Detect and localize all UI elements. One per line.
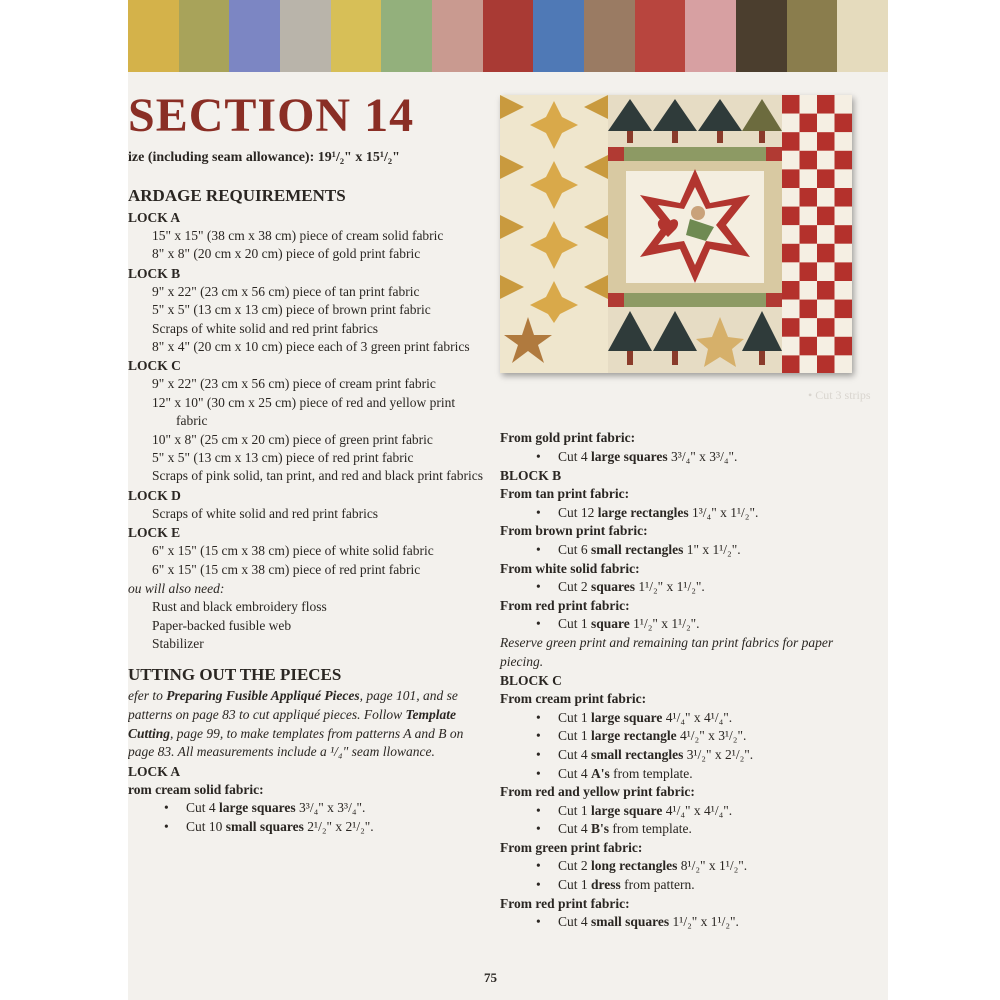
block-a-cut-list xyxy=(128,799,488,836)
yardage-item: Scraps of pink solid, tan print, and red and black print fabrics xyxy=(152,468,484,484)
yardage-blocks xyxy=(128,208,488,579)
quilt-illustration xyxy=(500,95,852,373)
quilt-photo xyxy=(500,95,852,373)
fabric-swatch-cream xyxy=(837,0,888,72)
cutting-block-label: BLOCK C xyxy=(500,673,562,689)
yardage-block-label: LOCK D xyxy=(128,487,181,503)
cut-instruction: • Cut 4 small rectangles 3¹/₂" x 2¹/₂". xyxy=(500,746,860,765)
yardage-item: 5" x 5" (13 cm x 13 cm) piece of red print fabric xyxy=(152,450,414,466)
cut-instruction: • Cut 4 large squares 3³/₄" x 3³/₄". xyxy=(500,448,860,467)
fabric-swatch-yellow-print xyxy=(331,0,382,72)
fabric-swatch-gold-print xyxy=(128,0,179,72)
yardage-item: 12" x 10" (30 cm x 25 cm) piece of red and yellow print fabric xyxy=(152,394,456,429)
cut-instruction: • Cut 1 square 1¹/₂" x 1¹/₂". xyxy=(500,615,860,634)
fabric-source-label: From tan print fabric: xyxy=(500,486,630,502)
fabric-source-label: From red print fabric: xyxy=(500,895,630,911)
left-column xyxy=(128,184,488,836)
yardage-item: 8" x 8" (20 cm x 20 cm) piece of gold print fabric xyxy=(152,246,421,262)
fabric-swatch-blue-print xyxy=(229,0,280,72)
yardage-block-label: LOCK E xyxy=(128,525,181,541)
cut-instruction: • Cut 1 large square 4¹/₄" x 4¹/₄". xyxy=(500,802,860,821)
yardage-item: 5" x 5" (13 cm x 13 cm) piece of brown print fabric xyxy=(152,302,431,318)
fabric-swatch-olive xyxy=(787,0,838,72)
also-need-list xyxy=(128,598,488,653)
from-cream-solid-label: rom cream solid fabric: xyxy=(128,781,264,797)
finished-size: ize (including seam allowance): 19¹/₂" x 15¹/₂" xyxy=(128,150,400,165)
yardage-item: 9" x 22" (23 cm x 56 cm) piece of tan print fabric xyxy=(152,283,420,299)
cutting-instructions: efer to Preparing Fusible Appliqué Pieces, page 101, and se patterns on page 83 to cut appliqué pieces. Follow Template Cutting, page 99, to make templates from patterns A and B on page 83. All measurements include a ¹/₄" seam llowance. xyxy=(128,688,464,760)
fabric-swatch-red-print-2 xyxy=(635,0,686,72)
fabric-swatch-pink-floral xyxy=(685,0,736,72)
section-title: SECTION 14 xyxy=(128,89,415,142)
fabric-source-label: From green print fabric: xyxy=(500,839,643,855)
yardage-block-label: LOCK B xyxy=(128,265,181,281)
yardage-heading: ARDAGE REQUIREMENTS xyxy=(128,186,346,205)
cut-instruction: • Cut 4 small squares 1¹/₂" x 1¹/₂". xyxy=(500,913,860,932)
cut-instruction: • Cut 1 dress from pattern. xyxy=(500,876,860,895)
fabric-swatch-blue-print-2 xyxy=(533,0,584,72)
fabric-swatch-brown-print xyxy=(584,0,635,72)
book-page xyxy=(128,0,888,1000)
cut-instruction: • Cut 2 long rectangles 8¹/₂" x 1¹/₂". xyxy=(500,857,860,876)
cut-instruction: • Cut 4 A's from template. xyxy=(500,765,860,784)
fabric-source-label: From cream print fabric: xyxy=(500,691,647,707)
yardage-block-label: LOCK C xyxy=(128,358,181,374)
page-number: 75 xyxy=(484,970,497,985)
yardage-item: Scraps of white solid and red print fabrics xyxy=(152,320,379,336)
fabric-swatch-pink-print xyxy=(432,0,483,72)
reserve-note: Reserve green print and remaining tan print fabrics for paper piecing. xyxy=(500,634,834,669)
fabric-swatch-green-floral xyxy=(381,0,432,72)
fabric-swatch-green-print xyxy=(179,0,230,72)
yardage-item: Scraps of white solid and red print fabrics xyxy=(152,505,379,521)
yardage-item: 6" x 15" (15 cm x 38 cm) piece of red print fabric xyxy=(152,561,421,577)
fabric-source-label: From red print fabric: xyxy=(500,597,630,613)
cut-instruction: • Cut 10 small squares 2¹/₂" x 2¹/₂". xyxy=(128,818,488,837)
cut-instruction: • Cut 4 large squares 3³/₄" x 3³/₄". xyxy=(128,799,488,818)
also-need-label: ou will also need: xyxy=(128,581,225,597)
yardage-block-label: LOCK A xyxy=(128,210,181,225)
cutting-heading: UTTING OUT THE PIECES xyxy=(128,665,342,685)
cut-instruction: • Cut 6 small rectangles 1" x 1¹/₂". xyxy=(500,541,860,560)
fabric-source-label: From red and yellow print fabric: xyxy=(500,784,695,800)
fabric-source-label: From brown print fabric: xyxy=(500,523,648,539)
fabric-swatch-gray-print xyxy=(280,0,331,72)
right-column xyxy=(500,429,860,932)
bleed-through-text: • Cut 3 strips xyxy=(808,388,871,402)
yardage-item: 10" x 8" (25 cm x 20 cm) piece of green print fabric xyxy=(152,431,433,447)
cut-instruction: • Cut 2 squares 1¹/₂" x 1¹/₂". xyxy=(500,578,860,597)
cut-instruction: • Cut 4 B's from template. xyxy=(500,820,860,839)
fabric-source-label: From gold print fabric: xyxy=(500,430,636,445)
fabric-swatch-red-print xyxy=(483,0,534,72)
fabric-swatch-dark-brown xyxy=(736,0,787,72)
fabric-source-label: From white solid fabric: xyxy=(500,560,640,576)
supply-item: Paper-backed fusible web xyxy=(152,617,292,633)
supply-item: Stabilizer xyxy=(152,635,204,651)
cut-instruction: • Cut 12 large rectangles 1³/₄" x 1¹/₂". xyxy=(500,504,860,523)
yardage-item: 9" x 22" (23 cm x 56 cm) piece of cream print fabric xyxy=(152,376,436,392)
cutting-block-a-label: LOCK A xyxy=(128,763,181,779)
yardage-item: 6" x 15" (15 cm x 38 cm) piece of white solid fabric xyxy=(152,543,434,559)
yardage-item: 15" x 15" (38 cm x 38 cm) piece of cream solid fabric xyxy=(152,228,444,243)
supply-item: Rust and black embroidery floss xyxy=(152,599,327,615)
cut-instruction: • Cut 1 large square 4¹/₄" x 4¹/₄". xyxy=(500,709,860,728)
yardage-item: 8" x 4" (20 cm x 10 cm) piece each of 3 green print fabrics xyxy=(152,339,470,355)
cut-instruction: • Cut 1 large rectangle 4¹/₂" x 3¹/₂". xyxy=(500,727,860,746)
fabric-swatch-strip xyxy=(128,0,888,72)
cutting-block-label: BLOCK B xyxy=(500,468,562,484)
